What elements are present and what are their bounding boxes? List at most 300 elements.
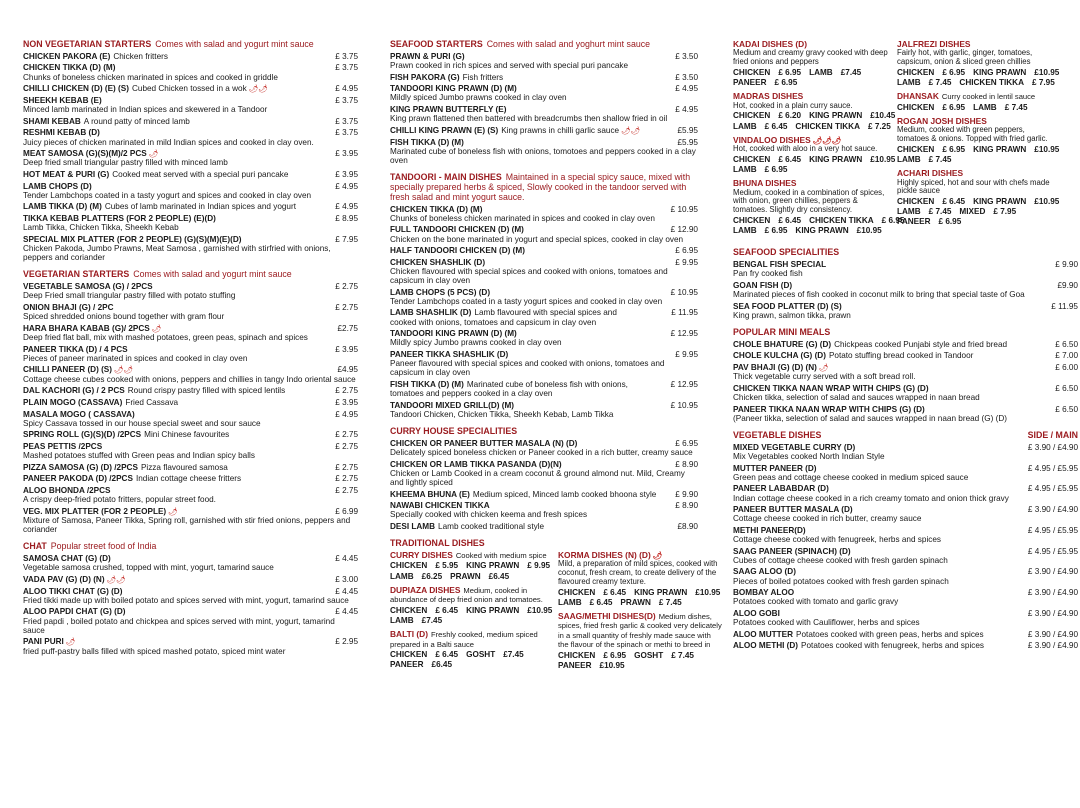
menu-item-row: [733, 443, 1078, 452]
menu-item: [390, 439, 698, 457]
menu-item-heading: [733, 505, 853, 514]
item-price: £ 4.45: [335, 607, 358, 617]
menu-column-2: [390, 39, 722, 675]
item-name: HOT MEAT & PURI (G): [23, 170, 110, 180]
chili-icon: 🌶🌶🌶: [812, 135, 842, 145]
dish-block: [897, 39, 1060, 88]
item-price: £ 3.90 / £4.90: [1027, 505, 1078, 515]
item-name: FISH TIKKA (D) (M): [390, 137, 464, 147]
menu-section: [23, 270, 358, 534]
item-inline-desc: A round patty of minced lamb: [83, 116, 190, 126]
item-price: £ 3.75: [335, 95, 358, 105]
menu-item: [733, 405, 1078, 423]
item-price: £ 12.95: [670, 379, 698, 389]
item-name: VADA PAV (G) (D) (N): [23, 574, 105, 584]
menu-item: [23, 214, 358, 232]
menu-item-heading: [390, 350, 508, 359]
menu-item-heading: [23, 575, 126, 584]
price-label: KING PRAWN: [634, 587, 688, 597]
item-name: PANEER LABABDAR (D): [733, 484, 829, 494]
menu-item-heading: [390, 52, 465, 61]
dish-title: DHANSAK: [897, 91, 939, 102]
menu-item-heading: [733, 588, 794, 597]
price-label: KING PRAWN: [809, 111, 863, 121]
menu-item-heading: [390, 401, 514, 410]
item-price: £ 7.00: [1055, 351, 1078, 361]
dish-heading: [390, 630, 555, 649]
menu-item: [23, 149, 358, 168]
price-value: £ 6.95: [764, 225, 788, 235]
menu-item: [390, 380, 698, 398]
menu-item-row: [733, 505, 1078, 514]
item-price: £ 4.95: [335, 84, 358, 94]
item-description: Tender Lambchops coated in a tasty yogurt spices and cooked in clay oven: [390, 296, 663, 306]
price-label: CHICKEN: [558, 650, 596, 660]
menu-item-row: [23, 202, 358, 211]
item-description: Tender Lambchops coated in a tasty yogurt and spices and cooked in clay oven: [23, 190, 312, 200]
menu-item-row: [23, 554, 358, 563]
menu-item: [390, 126, 698, 135]
item-description: Mildly spicy Jumbo prawns cooked in clay oven: [390, 338, 562, 348]
curry-dish-right: [897, 39, 1060, 240]
chili-icon: 🌶: [818, 362, 829, 372]
item-name: DESI LAMB: [390, 521, 436, 531]
item-price: £ 3.90 / £4.90: [1027, 629, 1078, 639]
menu-item-row: [390, 246, 698, 255]
menu-item-row: [390, 380, 698, 389]
price-value: £10.95: [527, 605, 553, 615]
item-price: £ 7.95: [335, 234, 358, 244]
menu-item-heading: [23, 52, 168, 61]
price-label: CHICKEN: [733, 215, 771, 225]
price-label: LAMB: [809, 67, 833, 77]
price-line: [733, 111, 896, 121]
section-heading: [733, 431, 1078, 441]
item-name: CHICKEN TIKKA (D) (M): [390, 204, 483, 214]
menu-section: [23, 40, 358, 262]
item-name: ALOO BHONDA /2PCS: [23, 485, 111, 495]
price-value: £ 6.95: [603, 650, 627, 660]
menu-item: [23, 324, 358, 343]
traditional-left: [390, 551, 555, 675]
price-value: £ 7.45: [1004, 102, 1028, 112]
menu-item-heading: [390, 490, 656, 499]
price-label: PANEER: [897, 217, 931, 227]
price-label: PANEER: [733, 78, 767, 88]
dish-title: KADAI DISHES (D): [733, 39, 807, 49]
item-name: SEA FOOD PLATTER (D) (S): [733, 301, 842, 311]
menu-item: [733, 351, 1078, 360]
price-value: £10.45: [870, 111, 896, 121]
item-name: MASALA MOGO ( CASSAVA): [23, 409, 135, 419]
item-description: Deep fried flat ball, mix with mashed potatoes, green peas, spinach and spices: [23, 333, 308, 343]
item-name: CHILLI PANEER (D) (S): [23, 365, 112, 375]
price-value: £10.95: [599, 661, 625, 671]
section-heading: [23, 40, 358, 50]
menu-item: [23, 430, 358, 439]
menu-item-row: [23, 303, 358, 312]
menu-item-row: [23, 398, 358, 407]
dish-block: [558, 551, 723, 607]
item-description: Delicately spiced boneless chicken or Paneer cooked in a rich butter, creamy sauce: [390, 448, 693, 458]
menu-item: [390, 73, 698, 82]
item-name: KHEEMA BHUNA (E): [390, 489, 470, 499]
menu-item-heading: [23, 182, 92, 191]
menu-item-heading: [390, 522, 544, 531]
item-inline-desc: Cubes of lamb marinated in Indian spices and yogurt: [104, 202, 296, 212]
menu-item: [23, 386, 358, 395]
menu-item-heading: [390, 308, 617, 317]
menu-item: [390, 460, 698, 488]
item-name: PANEER BUTTER MASALA (D): [733, 505, 853, 515]
menu-item: [390, 288, 698, 306]
price-label: CHICKEN TIKKA: [809, 215, 874, 225]
price-label: CHICKEN: [733, 67, 771, 77]
item-name: SHEEKH KEBAB (E): [23, 95, 102, 105]
menu-item-heading: [390, 126, 640, 135]
menu-item-heading: [23, 63, 115, 72]
price-label: CHICKEN: [897, 102, 935, 112]
price-value: £10.95: [856, 225, 882, 235]
menu-item-row: [23, 149, 358, 158]
menu-item-heading: [23, 282, 153, 291]
item-name: VEG. MIX PLATTER (FOR 2 PEOPLE): [23, 506, 167, 516]
item-description: Prawn cooked in rich spices and served with special puri pancake: [390, 61, 629, 71]
menu-item-heading: [733, 443, 855, 452]
item-price: £4.95: [337, 365, 358, 375]
item-description: Chicken on the bone marinated in yogurt and special spices, cooked in clay oven: [390, 234, 684, 244]
menu-item-row: [390, 52, 698, 61]
menu-item-row: [23, 52, 358, 61]
price-value: £ 7.45: [658, 597, 682, 607]
dish-title: ACHARI DISHES: [897, 168, 964, 179]
dish-title: KORMA DISHES (N) (D): [558, 549, 651, 560]
chili-icon: 🌶🌶: [621, 125, 641, 135]
dish-description: Hot, cooked with aloo in a very hot sauce.: [733, 144, 878, 154]
menu-item: [733, 340, 1078, 349]
item-price: £ 4.95: [335, 181, 358, 191]
item-inline-desc: Indian cottage cheese fritters: [135, 474, 242, 484]
dish-heading: [390, 586, 555, 605]
menu-item: [23, 486, 358, 504]
item-price: £ 2.75: [335, 462, 358, 472]
menu-item: [733, 505, 1078, 523]
menu-item-row: [733, 351, 1078, 360]
price-label: LAMB: [897, 207, 921, 217]
item-price: £ 10.95: [670, 204, 698, 214]
menu-item: [23, 52, 358, 61]
menu-item-heading: [733, 630, 984, 639]
menu-column-3: [733, 40, 1078, 653]
menu-item: [23, 442, 358, 460]
menu-item-row: [390, 288, 698, 297]
menu-item-heading: [390, 138, 464, 147]
menu-item-row: [733, 340, 1078, 349]
price-label: CHICKEN: [558, 587, 596, 597]
item-price: £ 8.90: [675, 501, 698, 511]
item-price: £ 6.95: [675, 246, 698, 256]
section-note: Popular street food of India: [50, 541, 157, 552]
item-name: CHICKEN TIKKA NAAN WRAP WITH CHIPS (G) (D): [733, 383, 929, 393]
menu-item-row: [23, 386, 358, 395]
item-name: CHILLI KING PRAWN (E) (S): [390, 125, 499, 135]
menu-item-heading: [390, 105, 506, 114]
menu-item-heading: [390, 329, 517, 338]
price-value: £6.45: [488, 571, 510, 581]
menu-item-heading: [23, 607, 125, 616]
price-value: £ 6.45: [778, 215, 802, 225]
price-label: KING PRAWN: [973, 67, 1027, 77]
menu-item-heading: [23, 149, 158, 158]
item-price: £ 3.95: [335, 344, 358, 354]
traditional-right: [558, 551, 723, 675]
section-heading: [390, 173, 698, 203]
menu-item: [390, 84, 698, 102]
price-line: [897, 78, 1057, 87]
item-description: Paneer flavoured with special spices and cooked with onions, tomatoes and capsicum in clay oven: [390, 359, 665, 378]
item-name: ALOO METHI (D): [733, 641, 799, 651]
item-price: £ 12.95: [670, 329, 698, 339]
item-inline-desc: Cooked meat served with a special puri pancake: [112, 170, 289, 180]
item-price: £ 6.50: [1055, 404, 1078, 414]
section-heading: [733, 328, 1078, 338]
price-line: [390, 561, 555, 570]
menu-item-heading: [23, 587, 122, 596]
menu-item: [23, 410, 358, 428]
menu-item-row: [733, 464, 1078, 473]
price-value: £ 6.45: [778, 154, 802, 164]
menu-item-heading: [733, 567, 796, 576]
menu-item: [390, 105, 698, 123]
dish-heading: [897, 92, 1057, 102]
menu-item-row: [390, 490, 698, 499]
item-name: NAWABI CHICKEN TIKKA: [390, 501, 490, 511]
price-label: CHICKEN: [390, 650, 428, 660]
menu-item-heading: [733, 641, 984, 650]
item-name: CHICKEN PAKORA (E): [23, 51, 111, 61]
menu-column-1: [23, 40, 358, 658]
menu-item: [733, 260, 1078, 278]
chili-icon: 🌶🌶: [114, 365, 134, 375]
menu-item-heading: [733, 384, 929, 393]
menu-item-heading: [390, 439, 577, 448]
item-name: HALF TANDOORI CHICKEN (D) (M): [390, 246, 525, 256]
section-title: SEAFOOD STARTERS: [390, 39, 483, 49]
menu-item: [390, 308, 698, 326]
dish-block: [390, 630, 555, 669]
menu-item-row: [390, 439, 698, 448]
section-title: VEGETARIAN STARTERS: [23, 269, 130, 280]
section-title: SEAFOOD SPECIALITIES: [733, 247, 840, 258]
menu-item-heading: [733, 351, 973, 360]
menu-item: [23, 637, 358, 656]
curry-dish-left: [733, 39, 905, 240]
menu-section: [390, 427, 698, 531]
price-label: PRAWN: [450, 571, 481, 581]
item-name: PIZZA SAMOSA (G) (D) /2PCS: [23, 462, 138, 472]
menu-item-row: [390, 258, 698, 267]
menu-item-row: [23, 587, 358, 596]
price-line: [390, 650, 555, 659]
item-price: £ 3.50: [675, 51, 698, 61]
menu-item-heading: [23, 430, 229, 439]
menu-item: [733, 464, 1078, 482]
item-inline-desc: Round crispy pastry filled with spiced lentils: [127, 386, 286, 396]
item-name: SAAG ALOO (D): [733, 567, 796, 577]
price-line: [897, 144, 1060, 154]
menu-section: [733, 328, 1078, 423]
menu-item-row: [733, 384, 1078, 393]
item-name: BENGAL FISH SPECIAL: [733, 260, 827, 269]
item-description: Marinated pieces of fish cooked in coconut milk to bring that special taste of Goa: [733, 289, 1025, 299]
price-label: CHICKEN: [390, 561, 428, 571]
price-line: [390, 616, 555, 625]
menu-item-row: [23, 345, 358, 354]
item-description: Spicy Cassava tossed in our house special sweet and sour sauce: [23, 418, 261, 428]
item-price: £ 4.95 / £5.95: [1027, 463, 1078, 473]
price-line: [733, 68, 893, 77]
price-value: £ 6.95: [881, 215, 905, 225]
item-price: £8.90: [677, 521, 698, 531]
price-value: £ 6.95: [764, 165, 788, 175]
item-description: Juicy pieces of chicken marinated in mild Indian spices and cooked in clay oven.: [23, 137, 314, 147]
item-name: PANEER TIKKA SHASHLIK (D): [390, 349, 509, 359]
item-price: £ 4.95 / £5.95: [1027, 525, 1078, 535]
item-price: £ 3.90 / £4.90: [1027, 567, 1078, 577]
menu-item-row: [733, 405, 1078, 414]
menu-item: [23, 474, 358, 483]
item-name: ONION BHAJI (G) / 2PC: [23, 302, 114, 312]
traditional-grid: [390, 549, 722, 675]
item-name: MIXED VEGETABLE CURRY (D): [733, 442, 856, 452]
menu-item: [390, 490, 698, 499]
menu-item-row: [23, 63, 358, 72]
menu-item-row: [733, 281, 1078, 290]
menu-item-heading: [733, 484, 829, 493]
item-description: Spiced shredded onions bound together with gram flour: [23, 312, 225, 322]
item-price: £ 3.75: [335, 116, 358, 126]
price-label: CHICKEN: [733, 154, 771, 164]
item-name: PLAIN MOGO (CASSAVA): [23, 397, 123, 407]
item-price: £ 4.95: [335, 409, 358, 419]
item-price: £ 11.95: [671, 308, 698, 318]
price-label: MIXED: [959, 207, 986, 217]
item-description: Vegetable samosa crushed, topped with mint, yogurt, tamarind sauce: [23, 563, 274, 573]
price-label: LAMB: [733, 121, 757, 131]
item-inline-desc: Lamb cooked traditional style: [438, 521, 545, 531]
item-price: £ 3.95: [335, 397, 358, 407]
dish-block: [733, 178, 905, 235]
price-value: £7.45: [421, 616, 443, 626]
price-value: £ 6.45: [764, 121, 788, 131]
item-name: LAMB SHASHLIK (D): [390, 308, 472, 318]
menu-item-heading: [390, 288, 490, 297]
price-value: £6.45: [431, 660, 453, 670]
item-price: £ 10.95: [670, 287, 698, 297]
item-description: Mashed potatoes stuffed with Green peas and Indian spicy balls: [23, 451, 255, 461]
menu-item: [390, 350, 698, 378]
menu-item-row: [23, 214, 358, 223]
item-price: £ 6.50: [1055, 339, 1078, 349]
item-description: Mixture of Samosa, Paneer Tikka, Spring roll, garnished with stir fried onions, peppers and coriander: [23, 515, 351, 535]
menu-item-heading: [23, 410, 135, 419]
menu-item: [390, 401, 698, 419]
price-label: CHICKEN: [390, 605, 428, 615]
price-label: LAMB: [733, 225, 757, 235]
section-title: CURRY HOUSE SPECIALITIES: [390, 426, 518, 437]
price-line: [733, 215, 905, 225]
item-price: £ 2.75: [335, 386, 358, 396]
section-title: POPULAR MINI MEALS: [733, 326, 831, 337]
item-name: TANDOORI KING PRAWN (D) (M): [390, 84, 517, 94]
menu-item-row: [23, 463, 358, 472]
item-name: SAMOSA CHAT (G) (D): [23, 554, 111, 564]
section-note: Comes with salad and yogurt mint sauce: [133, 269, 292, 280]
dish-block: [897, 168, 1060, 227]
price-line: [733, 122, 893, 131]
menu-item-heading: [23, 637, 75, 646]
menu-item: [23, 607, 358, 635]
menu-item: [733, 484, 1078, 502]
menu-item-heading: [23, 84, 268, 93]
item-description: Chicken Pakoda, Jumbo Prawns, Meat Samosa , garnished with stirfried with onions, peppers and coriander: [23, 243, 331, 263]
menu-item: [23, 128, 358, 146]
dish-heading: [390, 551, 555, 561]
section-title: VEGETABLE DISHES: [733, 430, 822, 441]
price-line: [897, 217, 1057, 226]
price-line: [897, 207, 1057, 216]
section-title: NON VEGETARIAN STARTERS: [23, 39, 152, 49]
item-price: £ 3.75: [335, 51, 358, 61]
item-description: King prawn flattened then battered with breadcrumbs then shallow fried in oil: [390, 114, 668, 124]
item-name: VEGETABLE SAMOSA (G) / 2PCS: [23, 282, 153, 292]
menu-item-heading: [23, 386, 285, 395]
menu-item-row: [733, 641, 1078, 650]
menu-item-row: [733, 609, 1078, 618]
dish-block: [733, 134, 896, 175]
menu-item-heading: [733, 363, 828, 372]
dish-inline-desc: Curry cooked in lentil sauce: [941, 92, 1036, 102]
menu-item-heading: [23, 463, 228, 472]
price-label: KING PRAWN: [466, 561, 520, 571]
dish-block: [733, 40, 893, 87]
item-description: Cottage cheese cooked in rich butter, creamy sauce: [733, 514, 922, 524]
menu-item-heading: [23, 474, 241, 483]
price-value: £ 7.45: [928, 78, 952, 88]
menu-item-heading: [390, 380, 628, 389]
item-price: £ 9.90: [675, 489, 698, 499]
menu-item-row: [390, 329, 698, 338]
price-value: £ 7.95: [993, 207, 1017, 217]
price-line: [733, 154, 896, 164]
item-inline-desc: Potato stuffing bread cooked in Tandoor: [828, 351, 974, 361]
item-name: LAMB CHOPS (D): [23, 181, 92, 191]
menu-item-heading: [23, 202, 296, 211]
item-price: £ 3.90 / £4.90: [1027, 588, 1078, 598]
menu-item: [733, 609, 1078, 627]
dish-title: ROGAN JOSH DISHES: [897, 115, 987, 126]
dish-description: Medium and creamy gravy cooked with deep fried onions and peppers: [733, 48, 888, 67]
menu-item: [23, 84, 358, 93]
price-value: £7.45: [503, 650, 524, 660]
menu-item-row: [23, 486, 358, 495]
menu-item-row: [733, 630, 1078, 639]
price-value: £ 6.20: [778, 111, 802, 121]
menu-item-row: [23, 607, 358, 616]
price-value: £ 7.45: [928, 154, 952, 164]
menu-item-heading: [23, 170, 288, 179]
menu-item: [733, 526, 1078, 544]
